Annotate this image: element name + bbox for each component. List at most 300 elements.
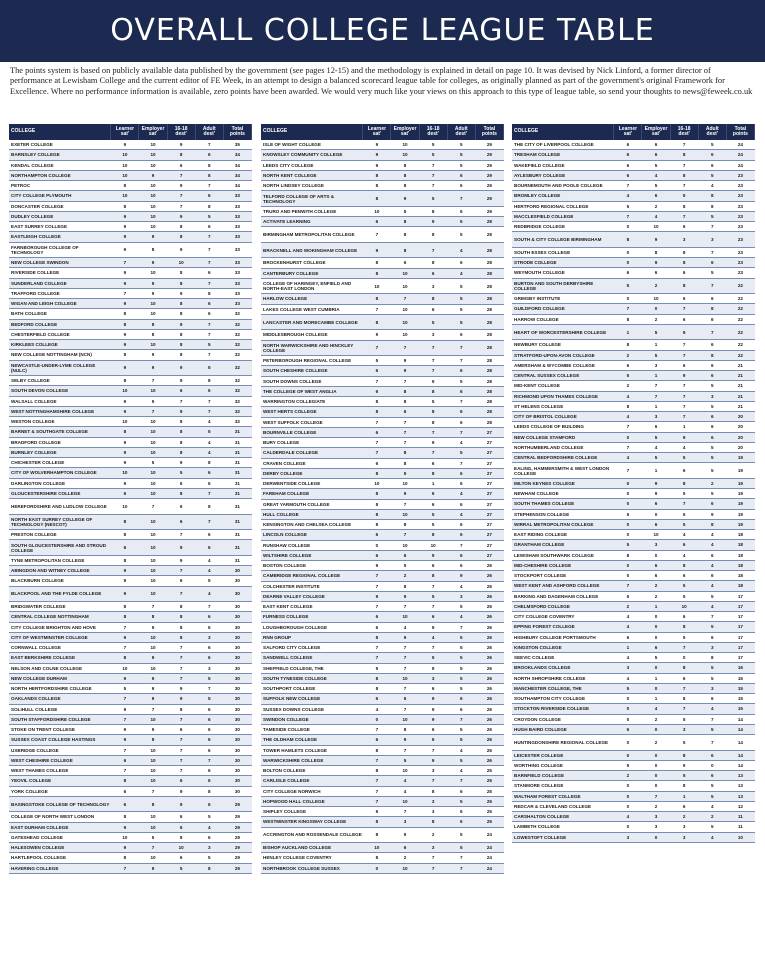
learner-sat: 7	[111, 714, 139, 724]
college-name: GRIMSBY INSTITUTE	[512, 294, 614, 304]
total-points: 28	[475, 330, 503, 340]
college-name: WEST NOTTINGHAMSHIRE COLLEGE	[9, 406, 111, 416]
learner-sat: 6	[363, 612, 391, 622]
table-row	[512, 791, 755, 801]
employer-sat: 9	[391, 489, 419, 499]
college-name: SUSSEX COAST COLLEGE HASTINGS	[9, 735, 111, 745]
adult-dest: 8	[195, 786, 223, 796]
table-row	[512, 612, 755, 622]
total-points: 28	[475, 304, 503, 314]
table-row	[9, 796, 252, 812]
employer-sat: 10	[139, 776, 167, 786]
employer-sat: 2	[642, 314, 670, 324]
employer-sat: 1	[642, 694, 670, 704]
adult-dest: 6	[698, 571, 726, 581]
employer-sat: 6	[391, 843, 419, 853]
table-row	[261, 479, 504, 489]
college-name: SOUTH DOWNS COLLEGE	[261, 376, 363, 386]
table-row	[261, 550, 504, 560]
total-points: 28	[475, 340, 503, 356]
college-name: CENTRAL COLLEGE NOTTINGHAM	[9, 612, 111, 622]
dest-16-18: 10	[167, 843, 195, 853]
college-name: NORTHBROOK COLLEGE SUSSEX	[261, 863, 363, 873]
dest-16-18: 7	[419, 448, 447, 458]
dest-16-18: 9	[167, 376, 195, 386]
dest-16-18: 8	[670, 170, 698, 180]
dest-16-18: 6	[670, 571, 698, 581]
college-name: LANCASTER AND MORECAMBE COLLEGE	[261, 314, 363, 330]
college-name: EAST BERKSHIRE COLLEGE	[9, 653, 111, 663]
learner-sat: 10	[111, 160, 139, 170]
learner-sat: 0	[614, 714, 642, 724]
table-row	[261, 356, 504, 366]
college-name: NEW COLLEGE STAMFORD	[512, 432, 614, 442]
table-row	[9, 822, 252, 832]
total-points: 26	[475, 612, 503, 622]
total-points: 22	[726, 314, 754, 324]
dest-16-18: 7	[419, 776, 447, 786]
adult-dest: 6	[195, 766, 223, 776]
employer-sat: 5	[642, 324, 670, 340]
college-name: YORK COLLEGE	[9, 786, 111, 796]
table-row	[261, 407, 504, 417]
dest-16-18: 1	[419, 479, 447, 489]
employer-sat: 10	[139, 812, 167, 822]
dest-16-18: 7	[419, 853, 447, 863]
table-row	[9, 288, 252, 298]
employer-sat: 10	[139, 586, 167, 602]
learner-sat: 2	[614, 771, 642, 781]
employer-sat: 10	[391, 673, 419, 683]
table-row	[512, 442, 755, 452]
learner-sat: 4	[614, 812, 642, 822]
learner-sat: 4	[614, 412, 642, 422]
table-row	[261, 694, 504, 704]
adult-dest: 6	[698, 258, 726, 268]
table-row	[9, 853, 252, 863]
learner-sat: 8	[363, 684, 391, 694]
total-points: 28	[475, 258, 503, 268]
table-row	[261, 438, 504, 448]
total-points: 19	[726, 489, 754, 499]
total-points: 32	[223, 417, 251, 427]
total-points: 32	[223, 376, 251, 386]
table-row	[261, 612, 504, 622]
table-row	[9, 694, 252, 704]
adult-dest: 6	[195, 612, 223, 622]
table-row	[512, 412, 755, 422]
employer-sat: 6	[642, 560, 670, 570]
adult-dest: 5	[447, 294, 475, 304]
total-points: 33	[223, 258, 251, 268]
learner-sat: 8	[363, 827, 391, 843]
table-row	[512, 601, 755, 611]
employer-sat: 9	[391, 356, 419, 366]
total-points: 17	[726, 601, 754, 611]
adult-dest: 7	[698, 222, 726, 232]
dest-16-18: 10	[419, 540, 447, 550]
employer-sat: 9	[139, 350, 167, 360]
total-points: 26	[475, 735, 503, 745]
adult-dest: 4	[698, 540, 726, 550]
table-row	[261, 591, 504, 601]
dest-16-18: 7	[167, 201, 195, 211]
learner-sat: 1	[614, 324, 642, 340]
college-name: STEPHENSON COLLEGE	[512, 509, 614, 519]
table-row	[9, 540, 252, 556]
learner-sat: 6	[363, 386, 391, 396]
learner-sat: 6	[111, 540, 139, 556]
learner-sat: 9	[111, 843, 139, 853]
college-name: HULL COLLEGE	[261, 509, 363, 519]
employer-sat: 9	[391, 827, 419, 843]
learner-sat: 7	[111, 288, 139, 298]
college-name: BIRMINGHAM METROPOLITAN COLLEGE	[261, 227, 363, 243]
dest-16-18: 3	[670, 724, 698, 734]
adult-dest: 3	[698, 683, 726, 693]
college-name: AMERSHAM & WYCOMBE COLLEGE	[512, 360, 614, 370]
college-name: LOUGHBOROUGH COLLEGE	[261, 622, 363, 632]
adult-dest: 6	[698, 694, 726, 704]
adult-dest: 7	[447, 356, 475, 366]
learner-sat: 9	[111, 299, 139, 309]
learner-sat: 0	[614, 694, 642, 704]
college-name: BLACKBURN COLLEGE	[9, 576, 111, 586]
adult-dest: 6	[195, 299, 223, 309]
dest-16-18: 7	[167, 396, 195, 406]
adult-dest: 7	[195, 350, 223, 360]
total-points: 31	[223, 427, 251, 437]
employer-sat: 10	[139, 417, 167, 427]
total-points: 32	[223, 309, 251, 319]
employer-sat: 7	[391, 602, 419, 612]
college-name: KENDAL COLLEGE	[9, 160, 111, 170]
header-16-18-dest: 16-18 dest'	[419, 124, 447, 140]
learner-sat: 7	[363, 417, 391, 427]
table-row	[9, 437, 252, 447]
employer-sat: 10	[139, 427, 167, 437]
dest-16-18: 6	[167, 853, 195, 863]
total-points: 17	[726, 591, 754, 601]
learner-sat: 7	[111, 622, 139, 632]
dest-16-18: 6	[419, 684, 447, 694]
employer-sat: 6	[642, 191, 670, 201]
dest-16-18: 8	[167, 150, 195, 160]
total-points: 23	[726, 191, 754, 201]
dest-16-18: 6	[167, 514, 195, 530]
college-name: TYNE METROPOLITAN COLLEGE	[9, 555, 111, 565]
total-points: 34	[223, 181, 251, 191]
table-row	[9, 360, 252, 376]
table-row	[261, 520, 504, 530]
table-row	[261, 376, 504, 386]
college-name: WEYMOUTH COLLEGE	[512, 268, 614, 278]
learner-sat: 9	[111, 232, 139, 242]
adult-dest: 5	[447, 304, 475, 314]
employer-sat: 6	[391, 550, 419, 560]
total-points: 19	[726, 519, 754, 529]
dest-16-18: 6	[419, 735, 447, 745]
table-row	[512, 463, 755, 479]
college-name: LOWESTOFT COLLEGE	[512, 832, 614, 842]
learner-sat: 0	[363, 540, 391, 550]
total-points: 33	[223, 201, 251, 211]
learner-sat: 7	[363, 376, 391, 386]
learner-sat: 4	[614, 453, 642, 463]
dest-16-18: 5	[670, 519, 698, 529]
employer-sat: 10	[139, 468, 167, 478]
adult-dest: 5	[447, 314, 475, 330]
employer-sat: 8	[139, 329, 167, 339]
adult-dest: 9	[698, 509, 726, 519]
learner-sat: 7	[363, 776, 391, 786]
college-name: BURTON AND SOUTH DERBYSHIRE COLLEGE	[512, 278, 614, 294]
learner-sat: 6	[111, 796, 139, 812]
college-name: BARNET & SOUTHGATE COLLEGE	[9, 427, 111, 437]
table-row	[512, 653, 755, 663]
adult-dest: 8	[195, 170, 223, 180]
dest-16-18: 9	[167, 555, 195, 565]
total-points: 26	[475, 581, 503, 591]
total-points: 16	[726, 663, 754, 673]
college-name: CHELMSFORD COLLEGE	[512, 601, 614, 611]
adult-dest: 5	[447, 684, 475, 694]
total-points: 29	[223, 863, 251, 873]
adult-dest: 5	[195, 360, 223, 376]
total-points: 14	[726, 735, 754, 751]
table-row	[512, 832, 755, 842]
adult-dest: 5	[447, 227, 475, 243]
dest-16-18: 6	[167, 499, 195, 515]
dest-16-18: 7	[419, 181, 447, 191]
college-name: HEREFORDSHIRE AND LUDLOW COLLEGE	[9, 499, 111, 515]
table-row	[512, 401, 755, 411]
table-row	[512, 571, 755, 581]
employer-sat: 7	[139, 376, 167, 386]
table-row	[261, 714, 504, 724]
total-points: 34	[223, 170, 251, 180]
total-points: 30	[223, 643, 251, 653]
dest-16-18: 7	[167, 735, 195, 745]
dest-16-18: 8	[419, 786, 447, 796]
table-row	[512, 632, 755, 642]
adult-dest: 6	[447, 479, 475, 489]
college-name: HARROW COLLEGE	[512, 314, 614, 324]
table-row	[261, 776, 504, 786]
employer-sat: 5	[391, 694, 419, 704]
table-row	[261, 386, 504, 396]
total-points: 27	[475, 520, 503, 530]
adult-dest: 6	[698, 314, 726, 324]
table-row	[9, 663, 252, 673]
employer-sat: 5	[642, 453, 670, 463]
total-points: 28	[475, 366, 503, 376]
learner-sat: 5	[111, 684, 139, 694]
adult-dest: 6	[698, 632, 726, 642]
adult-dest: 5	[195, 853, 223, 863]
dest-16-18: 6	[167, 725, 195, 735]
employer-sat: 10	[139, 566, 167, 576]
dest-16-18: 7	[167, 643, 195, 653]
college-name: TRESHAM COLLEGE	[512, 150, 614, 160]
adult-dest: 5	[698, 673, 726, 683]
college-name: HARTLEPOOL COLLEGE	[9, 853, 111, 863]
total-points: 20	[726, 412, 754, 422]
total-points: 24	[475, 863, 503, 873]
learner-sat: 8	[614, 340, 642, 350]
dest-16-18: 5	[670, 591, 698, 601]
college-name: MID-CHESHIRE COLLEGE	[512, 560, 614, 570]
adult-dest: 8	[195, 863, 223, 873]
learner-sat: 10	[111, 386, 139, 396]
table-row	[9, 673, 252, 683]
employer-sat: 5	[391, 468, 419, 478]
employer-sat: 2	[642, 201, 670, 211]
employer-sat: 5	[139, 458, 167, 468]
employer-sat: 7	[391, 340, 419, 356]
learner-sat: 9	[363, 330, 391, 340]
table-row	[512, 714, 755, 724]
learner-sat: 10	[111, 170, 139, 180]
adult-dest: 7	[195, 406, 223, 416]
total-points: 30	[223, 622, 251, 632]
learner-sat: 10	[111, 191, 139, 201]
table-row	[9, 684, 252, 694]
table-row	[261, 150, 504, 160]
dest-16-18: 9	[419, 438, 447, 448]
college-name: HIGHBURY COLLEGE PORTSMOUTH	[512, 632, 614, 642]
adult-dest: 5	[447, 140, 475, 150]
employer-sat: 7	[391, 427, 419, 437]
learner-sat: 7	[614, 181, 642, 191]
learner-sat: 8	[111, 181, 139, 191]
table-row	[512, 294, 755, 304]
adult-dest: 5	[195, 427, 223, 437]
college-name: CENTRAL BEDFORDSHIRE COLLEGE	[512, 453, 614, 463]
dest-16-18: 6	[167, 160, 195, 170]
adult-dest: 4	[195, 822, 223, 832]
table-row	[512, 324, 755, 340]
employer-sat: 10	[139, 191, 167, 201]
dest-16-18: 7	[419, 340, 447, 356]
table-row	[512, 140, 755, 150]
learner-sat: 9	[111, 222, 139, 232]
adult-dest: 5	[447, 735, 475, 745]
dest-16-18: 6	[419, 499, 447, 509]
total-points: 32	[223, 396, 251, 406]
college-name: SELBY COLLEGE	[9, 376, 111, 386]
learner-sat: 5	[363, 663, 391, 673]
employer-sat: 0	[642, 771, 670, 781]
college-name: COLCHESTER INSTITUTE	[261, 581, 363, 591]
college-name: RIVERSIDE COLLEGE	[9, 268, 111, 278]
dest-16-18: 6	[167, 478, 195, 488]
dest-16-18: 8	[167, 329, 195, 339]
employer-sat: 10	[139, 340, 167, 350]
dest-16-18: 8	[419, 386, 447, 396]
employer-sat: 9	[139, 653, 167, 663]
total-points: 26	[475, 591, 503, 601]
college-name: NORTH WARWICKSHIRE AND HINCKLEY COLLEGE	[261, 340, 363, 356]
learner-sat: 9	[111, 360, 139, 376]
total-points: 26	[475, 673, 503, 683]
employer-sat: 7	[642, 791, 670, 801]
adult-dest: 5	[447, 653, 475, 663]
table-row	[9, 340, 252, 350]
header-total-points: Total points	[726, 124, 754, 140]
table-row	[9, 319, 252, 329]
employer-sat: 6	[642, 268, 670, 278]
learner-sat: 6	[363, 694, 391, 704]
adult-dest: 7	[698, 324, 726, 340]
league-table	[512, 124, 755, 843]
employer-sat: 0	[642, 832, 670, 842]
adult-dest: 5	[447, 278, 475, 294]
dest-16-18: 8	[670, 560, 698, 570]
total-points: 33	[223, 268, 251, 278]
table-row	[512, 750, 755, 760]
employer-sat: 10	[139, 714, 167, 724]
college-name: CARLISLE COLLEGE	[261, 776, 363, 786]
table-header-row	[512, 124, 755, 140]
header-learner-sat: Learner sat'	[111, 124, 139, 140]
total-points: 24	[475, 843, 503, 853]
table-row	[512, 550, 755, 560]
table-row	[261, 622, 504, 632]
total-points: 30	[223, 786, 251, 796]
table-row	[9, 299, 252, 309]
learner-sat: 6	[363, 622, 391, 632]
employer-sat: 9	[139, 360, 167, 376]
college-name: THE COLLEGE OF WEST ANGLIA	[261, 386, 363, 396]
college-name: BARNSLEY COLLEGE	[9, 150, 111, 160]
college-name: KENSINGTON AND CHELSEA COLLEGE	[261, 520, 363, 530]
total-points: 30	[223, 586, 251, 602]
learner-sat: 6	[614, 160, 642, 170]
total-points: 15	[726, 683, 754, 693]
table-row	[512, 258, 755, 268]
total-points: 17	[726, 622, 754, 632]
learner-sat: 8	[363, 258, 391, 268]
learner-sat: 7	[614, 581, 642, 591]
table-row	[261, 340, 504, 356]
learner-sat: 9	[111, 822, 139, 832]
college-name: SOUTH THAMES COLLEGE	[512, 499, 614, 509]
college-name: SOUTH GLOUCESTERSHIRE AND STROUD COLLEGE	[9, 540, 111, 556]
dest-16-18: 8	[167, 309, 195, 319]
total-points: 27	[475, 550, 503, 560]
college-name: MILTON KEYNES COLLEGE	[512, 478, 614, 488]
table-row	[9, 622, 252, 632]
table-row	[261, 258, 504, 268]
adult-dest: 4	[447, 489, 475, 499]
adult-dest: 3	[195, 632, 223, 642]
employer-sat: 3	[642, 412, 670, 422]
total-points: 33	[223, 211, 251, 221]
employer-sat: 10	[642, 530, 670, 540]
employer-sat: 7	[139, 602, 167, 612]
dest-16-18: 8	[419, 417, 447, 427]
table-row	[512, 591, 755, 601]
learner-sat: 8	[363, 407, 391, 417]
header-college: COLLEGE	[512, 124, 614, 140]
learner-sat: 5	[614, 201, 642, 211]
employer-sat: 6	[391, 407, 419, 417]
college-name: WILTSHIRE COLLEGE	[261, 550, 363, 560]
college-name: LEEDS CITY COLLEGE	[261, 160, 363, 170]
employer-sat: 9	[391, 366, 419, 376]
learner-sat: 8	[363, 397, 391, 407]
